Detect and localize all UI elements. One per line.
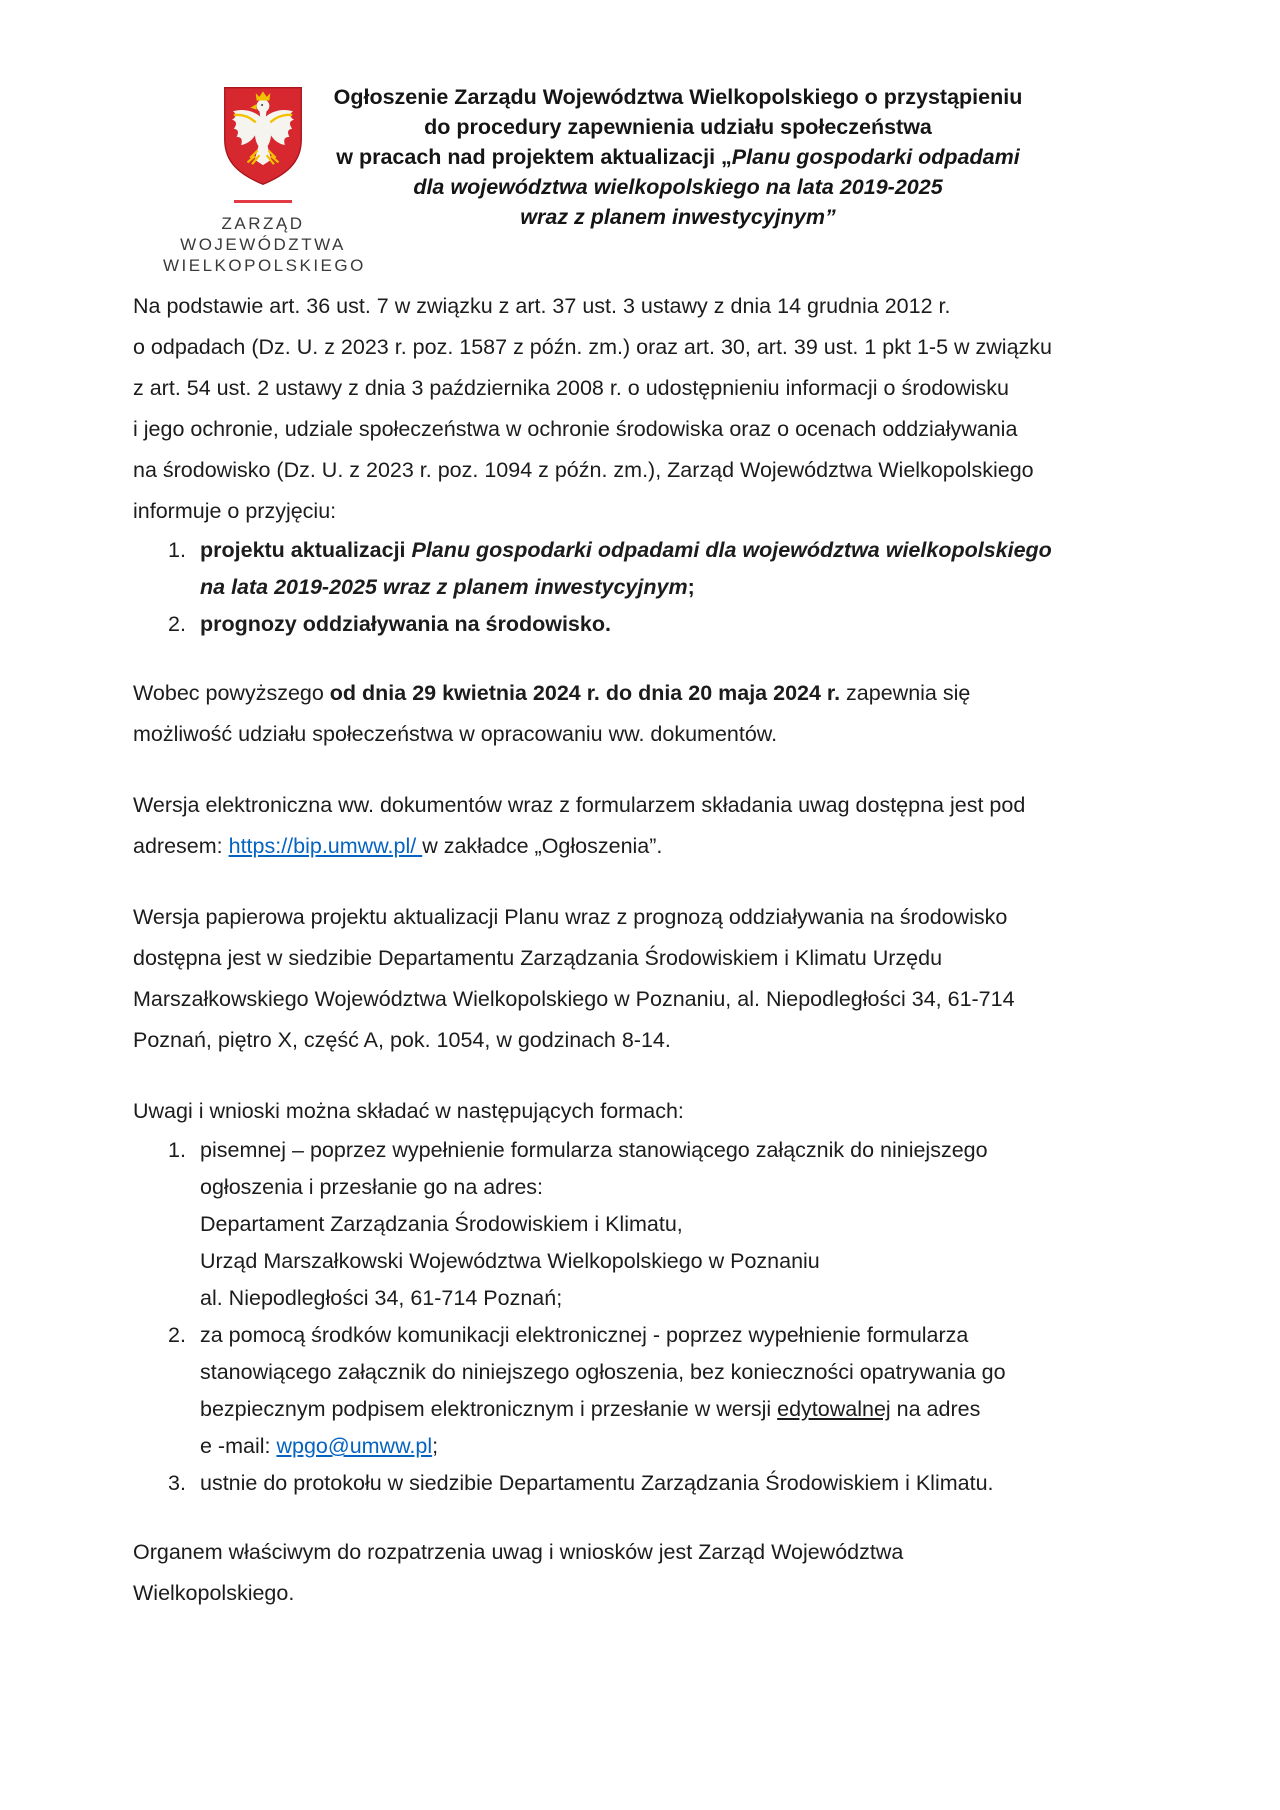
- legal-basis-paragraph: [133, 286, 1223, 532]
- organization-logo: [163, 84, 366, 276]
- list-number: 1.: [168, 538, 186, 562]
- coat-of-arms-icon: [163, 84, 363, 188]
- list-item-text: [200, 1132, 1223, 1317]
- text-line: i jego ochronie, udziale społeczeństwa w ochronie środowiska oraz o ocenach oddziaływania: [133, 417, 1018, 441]
- text-line: dostępna jest w siedzibie Departamentu Zarządzania Środowiskiem i Klimatu Urzędu: [133, 946, 943, 970]
- title-line-italic: Planu gospodarki odpadami: [731, 145, 1020, 169]
- text-line: z art. 54 ust. 2 ustawy z dnia 3 października 2008 r. o udostępnieniu informacji o środowisku: [133, 376, 1010, 400]
- list-item-text: prognozy oddziaływania na środowisko.: [200, 612, 611, 636]
- title-line: w pracach nad projektem aktualizacji „: [336, 145, 732, 169]
- org-name-line: WIELKOPOLSKIEGO: [163, 256, 366, 275]
- title-line-italic: wraz z planem inwestycyjnym”: [520, 205, 836, 229]
- address-line: Urząd Marszałkowski Województwa Wielkopolskiego w Poznaniu: [200, 1249, 820, 1273]
- text-run: Wobec powyższego: [133, 681, 330, 705]
- org-name-line: ZARZĄD: [221, 214, 305, 233]
- text-line: Na podstawie art. 36 ust. 7 w związku z art. 37 ust. 3 ustawy z dnia 14 grudnia 2012 r.: [133, 294, 951, 318]
- text-line: na środowisko (Dz. U. z 2023 r. poz. 1094 z późn. zm.), Zarząd Województwa Wielkopolskiego: [133, 458, 1034, 482]
- text-run: adresem:: [133, 834, 229, 858]
- text-line: informuje o przyjęciu:: [133, 499, 337, 523]
- text-line: Poznań, piętro X, część A, pok. 1054, w godzinach 8-14.: [133, 1028, 671, 1052]
- consultation-period-paragraph: [133, 673, 1223, 755]
- text-run-italic: Planu gospodarki odpadami dla województwa wielkopolskiego: [411, 538, 1052, 562]
- text-line: Marszałkowskiego Województwa Wielkopolskiego w Poznaniu, al. Niepodległości 34, 61-714: [133, 987, 1015, 1011]
- electronic-version-paragraph: [133, 785, 1223, 867]
- title-line-italic: dla województwa wielkopolskiego na lata 2019-2025: [413, 175, 943, 199]
- list-number: 3.: [168, 1471, 186, 1495]
- list-number: 1.: [168, 1138, 186, 1162]
- submission-forms-list: [133, 1132, 1223, 1502]
- text-line: Organem właściwym do rozpatrzenia uwag i wniosków jest Zarząd Województwa: [133, 1540, 904, 1564]
- text-run: ;: [432, 1434, 439, 1458]
- list-item: [133, 532, 1223, 606]
- address-line: Departament Zarządzania Środowiskiem i Klimatu,: [200, 1212, 683, 1236]
- list-item: [133, 1132, 1223, 1317]
- list-item-text: [200, 532, 1223, 606]
- text-line: Wielkopolskiego.: [133, 1581, 295, 1605]
- text-line: Wersja elektroniczna ww. dokumentów wraz z formularzem składania uwag dostępna jest pod: [133, 793, 1026, 817]
- closing-paragraph: [133, 1532, 1223, 1614]
- list-number: 2.: [168, 612, 186, 636]
- text-run: zapewnia się: [840, 681, 971, 705]
- text-line: ogłoszenia i przesłanie go na adres:: [200, 1175, 544, 1199]
- adopted-documents-list: [133, 532, 1223, 643]
- submission-forms-heading: Uwagi i wnioski można składać w następujących formach:: [133, 1099, 684, 1123]
- logo-divider: [234, 200, 292, 203]
- text-run: e -mail:: [200, 1434, 277, 1458]
- text-line: o odpadach (Dz. U. z 2023 r. poz. 1587 z późn. zm.) oraz art. 30, art. 39 ust. 1 pkt 1-5 w związku: [133, 335, 1052, 359]
- title-line: Ogłoszenie Zarządu Województwa Wielkopolskiego o przystąpieniu: [333, 85, 1023, 109]
- text-run: na adres: [890, 1397, 981, 1421]
- list-item-text: ustnie do protokołu w siedzibie Departamentu Zarządzania Środowiskiem i Klimatu.: [200, 1471, 994, 1495]
- text-line: Wersja papierowa projektu aktualizacji Planu wraz z prognozą oddziaływania na środowisko: [133, 905, 1008, 929]
- text-run: w zakładce „Ogłoszenia”.: [422, 834, 663, 858]
- text-line: możliwość udziału społeczeństwa w opracowaniu ww. dokumentów.: [133, 722, 778, 746]
- text-line: stanowiącego załącznik do niniejszego ogłoszenia, bez konieczności opatrywania go: [200, 1360, 1006, 1384]
- title-line: do procedury zapewnienia udziału społeczeństwa: [424, 115, 932, 139]
- text-run: ;: [687, 575, 695, 599]
- org-name-line: WOJEWÓDZTWA: [180, 235, 346, 254]
- address-line: al. Niepodległości 34, 61-714 Poznań;: [200, 1286, 563, 1310]
- text-run: projektu aktualizacji: [200, 538, 412, 562]
- bip-website-link[interactable]: https://bip.umww.pl/: [228, 834, 423, 858]
- text-run-italic: na lata 2019-2025 wraz z planem inwestycyjnym: [200, 575, 688, 599]
- list-item-text: [200, 1317, 1223, 1465]
- document-header: [133, 80, 1223, 282]
- organization-name: [163, 213, 366, 276]
- list-item: [133, 1317, 1223, 1465]
- text-line: pisemnej – poprzez wypełnienie formularza stanowiącego załącznik do niniejszego: [200, 1138, 988, 1162]
- editable-emphasis: edytowalnej: [777, 1397, 891, 1421]
- list-item: [133, 1465, 1223, 1502]
- text-run: bezpiecznym podpisem elektronicznym i przesłanie w wersji: [200, 1397, 778, 1421]
- list-number: 2.: [168, 1323, 186, 1347]
- text-line: za pomocą środków komunikacji elektronicznej - poprzez wypełnienie formularza: [200, 1323, 969, 1347]
- period-dates: od dnia 29 kwietnia 2024 r. do dnia 20 maja 2024 r.: [329, 681, 841, 705]
- list-item: [133, 606, 1223, 643]
- email-link[interactable]: wpgo@umww.pl: [276, 1434, 433, 1458]
- paper-version-paragraph: [133, 897, 1223, 1061]
